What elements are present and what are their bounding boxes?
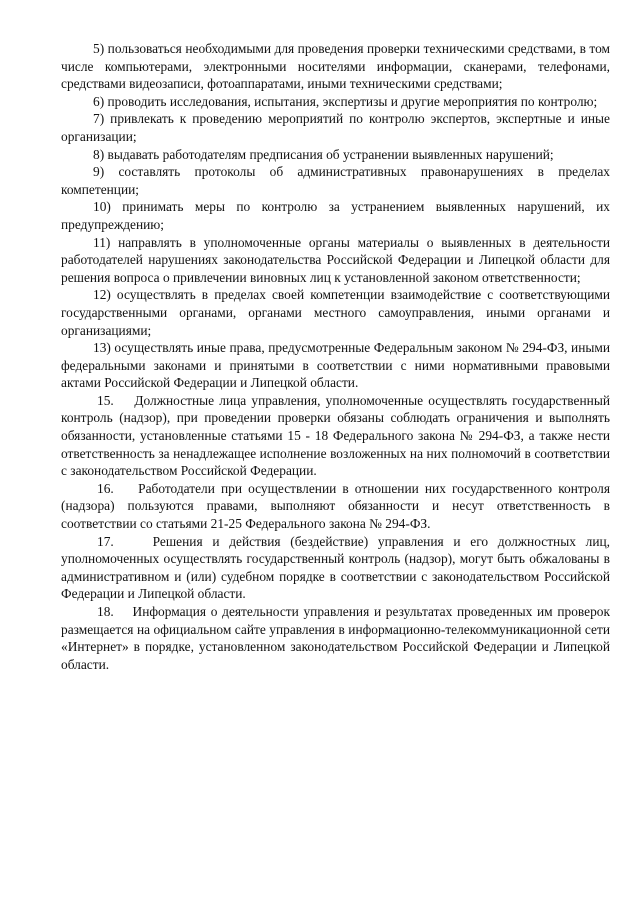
paragraph-section-16: 16. Работодатели при осуществлении в отношении них государственного контроля (надзора) пользуются правами, выполняют обязанности и несут ответственность в соответствии со статьями 21-25 Федерального закона № 294-ФЗ. bbox=[61, 480, 610, 532]
paragraph-item-13: 13) осуществлять иные права, предусмотренные Федеральным законом № 294-ФЗ, иными федеральными законами и принятыми в соответствии с ними нормативными правовыми актами Российской Федерации и Липецкой области. bbox=[61, 340, 610, 391]
paragraph-item-8: 8) выдавать работодателям предписания об устранении выявленных нарушений; bbox=[93, 146, 554, 162]
paragraph-section-15: 15. Должностные лица управления, уполномоченные осуществлять государственный контроль (надзор), при проведении проверки обязаны соблюдать ограничения и выполнять обязанности, установленные статьями 15 - 18 Федерального закона № 294-ФЗ, а также нести ответственность за ненадлежащее исполнение возложенных на них полномочий в соответствии с законодательством Российской Федерации. bbox=[61, 392, 610, 479]
paragraph-item-5: 5) пользоваться необходимыми для проведения проверки техническими средствами, в том числе компьютерами, электронными носителями информации, сканерами, телефонами, средствами видеозаписи, фотоаппаратами, иными техническими средствами; bbox=[61, 41, 610, 92]
paragraph-item-12: 12) осуществлять в пределах своей компетенции взаимодействие с соответствующими государственными органами, органами местного самоуправления, иными органами и организациями; bbox=[61, 287, 610, 338]
document-body bbox=[61, 40, 610, 673]
paragraph-item-11: 11) направлять в уполномоченные органы материалы о выявленных в деятельности работодателей нарушениях законодательства Российской Федерации и Липецкой области для решения вопроса о привлечении виновных лиц к установленной законом ответственности; bbox=[61, 234, 610, 285]
paragraph-item-10: 10) принимать меры по контролю за устранением выявленных нарушений, их предупреждению; bbox=[61, 199, 610, 232]
paragraph-item-9: 9) составлять протоколы об административных правонарушениях в пределах компетенции; bbox=[61, 164, 610, 197]
paragraph-section-17: 17. Решения и действия (бездействие) управления и его должностных лиц, уполномоченных осуществлять государственный контроль (надзор), могут быть обжалованы в административном и (или) судебном порядке в соответствии с законодательством Российской Федерации и Липецкой области. bbox=[61, 533, 610, 602]
paragraph-section-18: 18. Информация о деятельности управления и результатах проведенных им проверок размещается на официальном сайте управления в информационно-телекоммуникационной сети «Интернет» в порядке, установленном законодательством Российской Федерации и Липецкой области. bbox=[61, 604, 610, 672]
paragraph-item-6: 6) проводить исследования, испытания, экспертизы и другие мероприятия по контролю; bbox=[93, 93, 598, 109]
paragraph-item-7: 7) привлекать к проведению мероприятий по контролю экспертов, экспертные и иные организации; bbox=[61, 111, 610, 144]
